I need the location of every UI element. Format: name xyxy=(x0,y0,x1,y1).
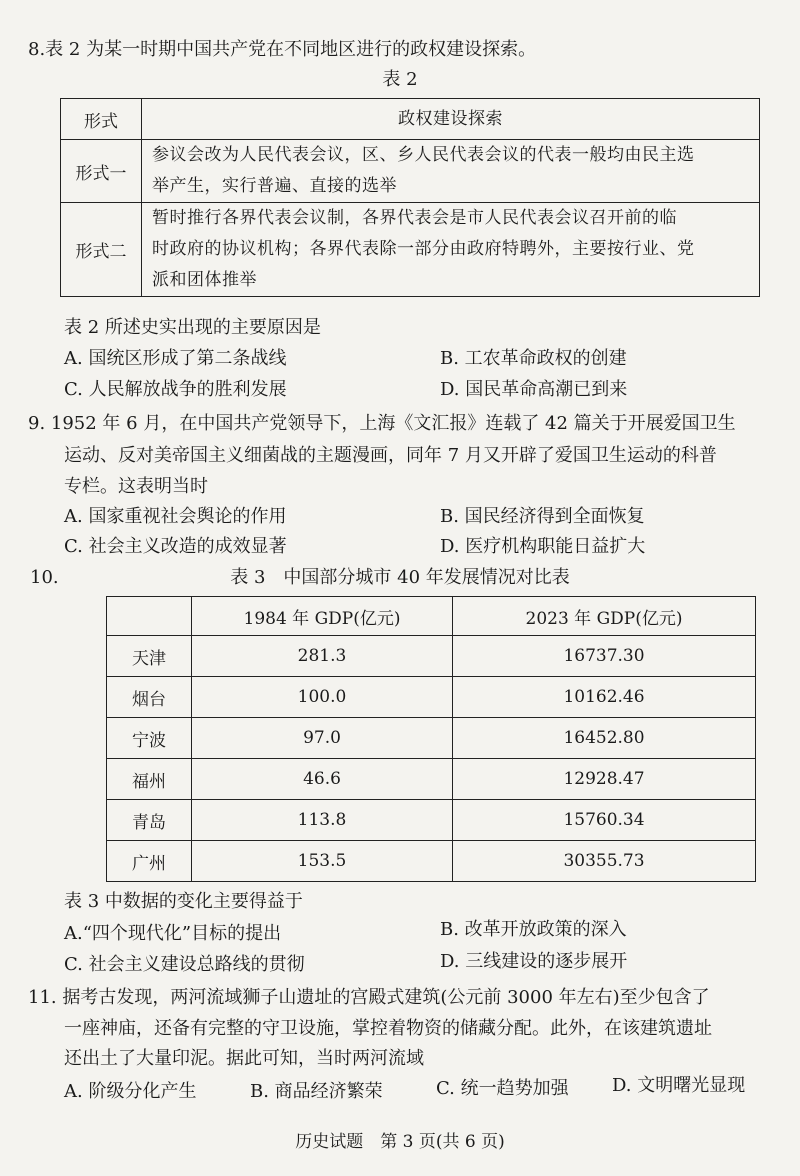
table2-caption: 表 2 xyxy=(382,69,418,90)
q10-option-b[interactable]: B. 改革开放政策的深入 xyxy=(440,919,627,940)
table-2 xyxy=(60,98,760,297)
table2-text-line: 参议会改为人民代表会议，区、乡人民代表会议的代表一般均由民主选 xyxy=(152,145,695,165)
table3-row xyxy=(107,636,756,677)
q10-option-a[interactable]: A.“四个现代化”目标的提出 xyxy=(64,923,282,944)
table3-header-empty xyxy=(107,597,192,636)
table3-gdp-1984: 97.0 xyxy=(192,718,453,759)
table3-row xyxy=(107,677,756,718)
q9-stem-line: 专栏。这表明当时 xyxy=(64,476,208,497)
q10-option-c[interactable]: C. 社会主义建设总路线的贯彻 xyxy=(64,954,305,975)
table3-caption: 表 3 中国部分城市 40 年发展情况对比表 xyxy=(230,567,570,588)
q9-option-c[interactable]: C. 社会主义改造的成效显著 xyxy=(64,536,287,557)
table3-row xyxy=(107,759,756,800)
table3-header-row xyxy=(107,597,756,636)
q11-option-a[interactable]: A. 阶级分化产生 xyxy=(64,1081,197,1102)
q11-stem-line: 11. 据考古发现，两河流域狮子山遗址的宫殿式建筑(公元前 3000 年左右)至少包含了 xyxy=(28,987,710,1008)
table3-gdp-2023: 16737.30 xyxy=(453,636,756,677)
q11-option-b[interactable]: B. 商品经济繁荣 xyxy=(250,1081,383,1102)
table3-gdp-1984: 100.0 xyxy=(192,677,453,718)
q8-option-d[interactable]: D. 国民革命高潮已到来 xyxy=(440,379,628,400)
table-3 xyxy=(106,596,756,882)
page-footer: 历史试题 第 3 页(共 6 页) xyxy=(295,1132,505,1152)
table2-row-content xyxy=(142,140,760,203)
q11-stem-line: 还出土了大量印泥。据此可知，当时两河流域 xyxy=(64,1048,424,1069)
table2-text-line: 派和团体推举 xyxy=(152,270,257,290)
table3-gdp-1984: 46.6 xyxy=(192,759,453,800)
table2-text-line: 时政府的协议机构；各界代表除一部分由政府特聘外，主要按行业、党 xyxy=(152,239,695,259)
table3-gdp-2023: 10162.46 xyxy=(453,677,756,718)
q10-question: 表 3 中数据的变化主要得益于 xyxy=(64,891,303,912)
q8-option-c[interactable]: C. 人民解放战争的胜利发展 xyxy=(64,379,287,400)
q8-option-a[interactable]: A. 国统区形成了第二条战线 xyxy=(64,348,287,369)
q11-option-c[interactable]: C. 统一趋势加强 xyxy=(436,1078,569,1099)
q9-option-b[interactable]: B. 国民经济得到全面恢复 xyxy=(440,506,645,527)
table3-city: 烟台 xyxy=(107,677,192,718)
table3-row xyxy=(107,841,756,882)
table3-header-2023: 2023 年 GDP(亿元) xyxy=(453,597,756,636)
table3-gdp-2023: 16452.80 xyxy=(453,718,756,759)
table3-gdp-2023: 12928.47 xyxy=(453,759,756,800)
table2-row-label: 形式一 xyxy=(61,140,142,203)
table3-city: 天津 xyxy=(107,636,192,677)
table3-gdp-1984: 113.8 xyxy=(192,800,453,841)
table3-gdp-1984: 153.5 xyxy=(192,841,453,882)
table3-gdp-2023: 15760.34 xyxy=(453,800,756,841)
table3-row xyxy=(107,800,756,841)
q9-option-d[interactable]: D. 医疗机构职能日益扩大 xyxy=(440,536,646,557)
q8-option-b[interactable]: B. 工农革命政权的创建 xyxy=(440,348,627,369)
table2-header-row xyxy=(61,99,760,140)
table3-city: 福州 xyxy=(107,759,192,800)
table2-text-line: 暂时推行各界代表会议制，各界代表会是市人民代表会议召开前的临 xyxy=(152,208,677,228)
q11-option-d[interactable]: D. 文明曙光显现 xyxy=(612,1075,746,1096)
q9-option-a[interactable]: A. 国家重视社会舆论的作用 xyxy=(64,506,287,527)
q8-question: 表 2 所述史实出现的主要原因是 xyxy=(64,317,321,338)
q9-stem-line: 运动、反对美帝国主义细菌战的主题漫画，同年 7 月又开辟了爱国卫生运动的科普 xyxy=(64,445,717,466)
table3-city: 广州 xyxy=(107,841,192,882)
q9-stem-line: 9. 1952 年 6 月，在中国共产党领导下，上海《文汇报》连载了 42 篇关于开展爱国卫生 xyxy=(28,413,736,434)
table3-city: 宁波 xyxy=(107,718,192,759)
table2-row xyxy=(61,140,760,203)
table2-text-line: 举产生，实行普遍、直接的选举 xyxy=(152,176,397,196)
table3-gdp-2023: 30355.73 xyxy=(453,841,756,882)
q10-number: 10. xyxy=(30,567,59,588)
table3-gdp-1984: 281.3 xyxy=(192,636,453,677)
table2-header-form: 形式 xyxy=(61,99,142,140)
table2-row xyxy=(61,203,760,297)
q11-stem-line: 一座神庙，还备有完整的守卫设施，掌控着物资的储藏分配。此外，在该建筑遗址 xyxy=(64,1018,712,1039)
table2-row-label: 形式二 xyxy=(61,203,142,297)
table3-city: 青岛 xyxy=(107,800,192,841)
table3-header-1984: 1984 年 GDP(亿元) xyxy=(192,597,453,636)
table3-row xyxy=(107,718,756,759)
table2-row-content xyxy=(142,203,760,297)
table2-header-exploration: 政权建设探索 xyxy=(142,99,760,140)
q8-stem: 8.表 2 为某一时期中国共产党在不同地区进行的政权建设探索。 xyxy=(28,39,537,60)
q10-option-d[interactable]: D. 三线建设的逐步展开 xyxy=(440,951,628,972)
